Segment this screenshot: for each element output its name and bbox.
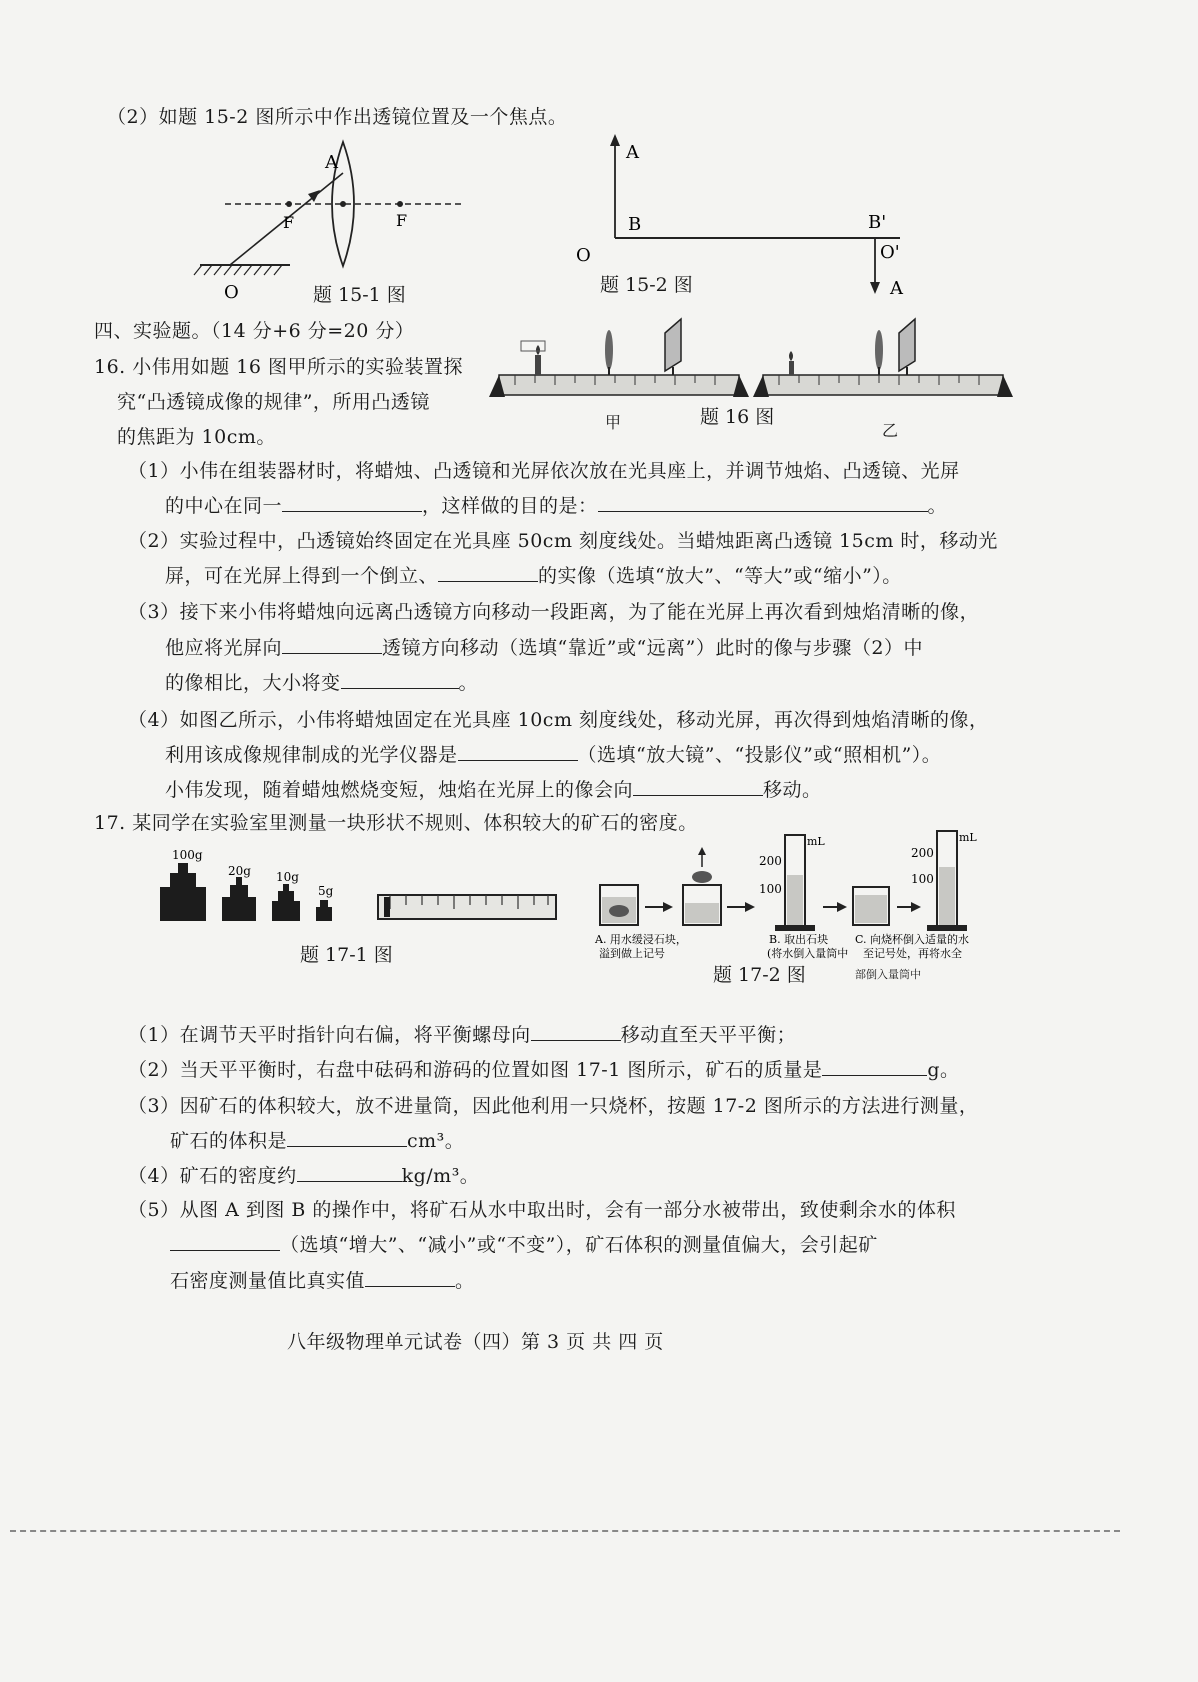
answer-blank[interactable] bbox=[287, 1128, 407, 1147]
fig15-2-label-o-prime: O' bbox=[880, 242, 900, 263]
answer-blank[interactable] bbox=[633, 777, 763, 796]
fig15-2-label-b-prime: B' bbox=[868, 212, 887, 233]
q17-p4: （4）矿石的密度约 kg/m³。 bbox=[128, 1165, 480, 1187]
answer-blank[interactable] bbox=[341, 670, 459, 689]
q16-p2-line2: 屏，可在光屏上得到一个倒立、 的实像（选填“放大”、“等大”或“缩小”）。 bbox=[165, 565, 902, 587]
answer-blank[interactable] bbox=[822, 1057, 927, 1076]
q17-p3-line1: （3）因矿石的体积较大，放不进量筒，因此他利用一只烧杯，按题 17-2 图所示的方法进行测量， bbox=[128, 1095, 979, 1117]
fig15-2-label-a: A bbox=[626, 142, 639, 163]
fig15-1-label-f-left: F bbox=[283, 213, 295, 232]
q16-stem-3: 的焦距为 10cm。 bbox=[117, 426, 276, 448]
cyl-mark-200: 200 bbox=[759, 854, 782, 868]
q16-p1-line1: （1）小伟在组装器材时，将蜡烛、凸透镜和光屏依次放在光具座上，并调节烛焰、凸透镜、光屏 bbox=[128, 460, 960, 482]
q17-p1: （1）在调节天平时指针向右偏，将平衡螺母向 移动直至天平平衡； bbox=[128, 1024, 797, 1046]
step-a-line1: A. 用水缓浸石块， bbox=[595, 933, 687, 946]
fig15-2-label-a-prime: A bbox=[890, 278, 903, 299]
step-b-line1: B. 取出石块 bbox=[769, 933, 829, 946]
figure-17-2 bbox=[585, 825, 1005, 965]
q17-p5-line2: （选填“增大”、“减小”或“不变”），矿石体积的测量值偏大，会引起矿 bbox=[170, 1230, 878, 1257]
weight-label: 20g bbox=[228, 864, 251, 878]
weight-label: 5g bbox=[318, 884, 334, 898]
fig16-caption: 题 16 图 bbox=[700, 406, 775, 428]
q16-p3-line2: 他应将光屏向 透镜方向移动（选填“靠近”或“远离”）此时的像与步骤（2）中 bbox=[165, 637, 923, 659]
fig16-label-yi: 乙 bbox=[882, 421, 899, 440]
fig15-1-label-o: O bbox=[224, 282, 239, 303]
page-footer: 八年级物理单元试卷（四）第 3 页 共 四 页 bbox=[287, 1331, 664, 1353]
answer-blank[interactable] bbox=[458, 742, 578, 761]
weight-label: 10g bbox=[276, 870, 299, 884]
fig17-2-caption: 题 17-2 图 bbox=[713, 964, 806, 986]
answer-blank[interactable] bbox=[282, 635, 382, 654]
weight-label: 100g bbox=[172, 848, 203, 862]
q16-p4-line2: 利用该成像规律制成的光学仪器是 （选填“放大镜”、“投影仪”或“照相机”）。 bbox=[165, 744, 942, 766]
answer-blank[interactable] bbox=[531, 1022, 621, 1041]
q17-p5-line1: （5）从图 A 到图 B 的操作中，将矿石从水中取出时，会有一部分水被带出，致使剩余水的体积 bbox=[128, 1199, 956, 1221]
answer-blank[interactable] bbox=[297, 1163, 402, 1182]
answer-blank[interactable] bbox=[438, 563, 538, 582]
q16-p3-line1: （3）接下来小伟将蜡烛向远离凸透镜方向移动一段距离，为了能在光屏上再次看到烛焰清晰的像， bbox=[128, 601, 980, 623]
cyl-mark-100: 100 bbox=[911, 872, 934, 886]
bottom-divider bbox=[10, 1530, 1120, 1532]
cyl-unit: mL bbox=[807, 835, 825, 848]
fig15-2-label-b: B bbox=[628, 214, 642, 235]
q16-p4-line1: （4）如图乙所示，小伟将蜡烛固定在光具座 10cm 刻度线处，移动光屏，再次得到烛焰清晰的像， bbox=[128, 709, 989, 731]
q15-part2: （2）如题 15-2 图所示中作出透镜位置及一个焦点。 bbox=[107, 106, 568, 128]
q17-stem: 17. 某同学在实验室里测量一块形状不规则、体积较大的矿石的密度。 bbox=[94, 812, 698, 834]
answer-blank[interactable] bbox=[170, 1232, 280, 1251]
answer-blank[interactable] bbox=[365, 1268, 455, 1287]
answer-blank[interactable] bbox=[282, 493, 422, 512]
cyl-unit: mL bbox=[959, 831, 977, 844]
q17-p2: （2）当天平平衡时，右盘中砝码和游码的位置如图 17-1 图所示，矿石的质量是 g。 bbox=[128, 1059, 960, 1081]
q17-p3-line2: 矿石的体积是 cm³。 bbox=[170, 1130, 465, 1152]
fig15-1-label-f-right: F bbox=[396, 211, 408, 230]
fig15-2-caption: 题 15-2 图 bbox=[600, 274, 693, 296]
cyl-mark-100: 100 bbox=[759, 882, 782, 896]
q16-p1-line2: 的中心在同一 ，这样做的目的是： 。 bbox=[165, 495, 948, 517]
fig15-1-label-a: A bbox=[325, 152, 338, 173]
step-a-line2: 溢到做上记号 bbox=[599, 947, 665, 960]
figure-17-1 bbox=[150, 845, 570, 930]
step-c-line2: 至记号处，再将水全 bbox=[863, 947, 962, 960]
answer-blank[interactable] bbox=[598, 493, 928, 512]
q16-p3-line3: 的像相比，大小将变 。 bbox=[165, 672, 479, 694]
section4-title: 四、实验题。（14 分+6 分=20 分） bbox=[94, 320, 415, 342]
cyl-mark-200: 200 bbox=[911, 846, 934, 860]
step-b-line2: (将水倒入量筒中 bbox=[767, 947, 849, 960]
q16-stem-1: 16. 小伟用如题 16 图甲所示的实验装置探 bbox=[94, 356, 464, 378]
fig15-1-caption: 题 15-1 图 bbox=[313, 284, 406, 306]
fig16-label-jia: 甲 bbox=[605, 413, 622, 432]
q17-p5-line3: 石密度测量值比真实值 。 bbox=[170, 1270, 475, 1292]
step-c-line1: C. 向烧杯倒入适量的水 bbox=[855, 933, 970, 946]
q16-p4-line3: 小伟发现，随着蜡烛燃烧变短，烛焰在光屏上的像会向 移动。 bbox=[165, 779, 822, 801]
fig17-1-caption: 题 17-1 图 bbox=[300, 944, 393, 966]
fig15-2-label-o: O bbox=[576, 245, 591, 266]
step-c-line3: 部倒入量筒中 bbox=[855, 968, 921, 981]
q16-stem-2: 究“凸透镜成像的规律”，所用凸透镜 bbox=[117, 391, 430, 413]
q16-p2-line1: （2）实验过程中，凸透镜始终固定在光具座 50cm 刻度线处。当蜡烛距离凸透镜 15cm 时，移动光 bbox=[128, 530, 998, 552]
